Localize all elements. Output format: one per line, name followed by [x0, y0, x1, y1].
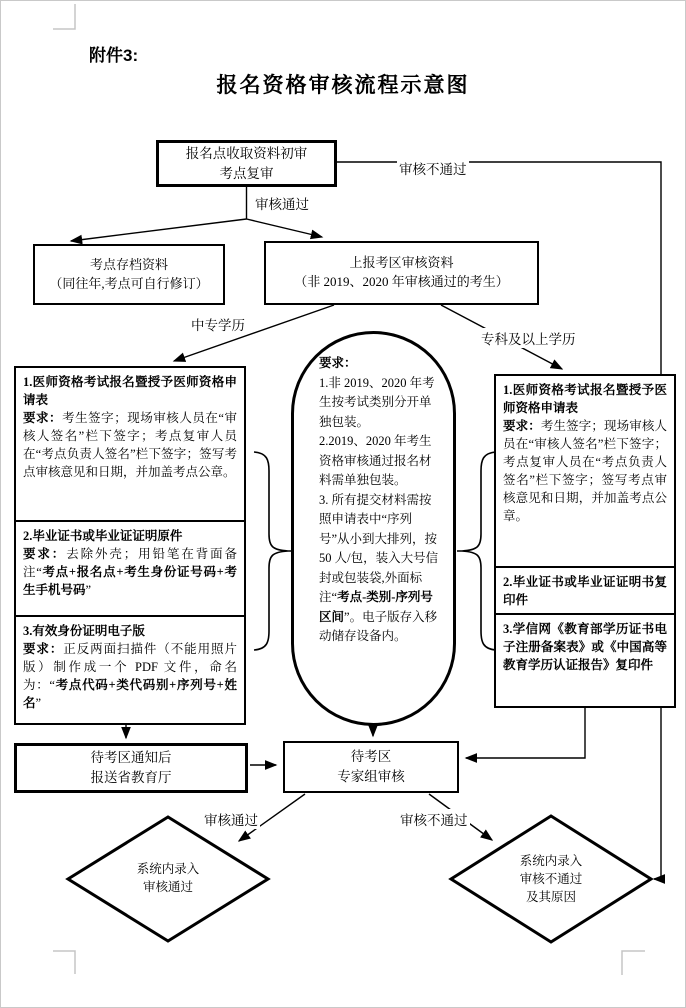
edge-to-report [247, 219, 323, 237]
packing-requirements-note [291, 331, 456, 726]
label-review-pass-bottom: 审核通过 [202, 809, 260, 829]
fail-diamond-line2: 审核不通过 [519, 872, 583, 886]
node-expert-line1: 待考区 [350, 749, 392, 765]
node-initial-review-line2: 考点复审 [219, 165, 274, 181]
page-title: 报名资格审核流程示意图 [216, 73, 470, 97]
requirement-text: 要求： [23, 411, 63, 425]
requirement-text: 要求： [23, 642, 64, 656]
section-body [23, 545, 237, 599]
requirement-text: 要求： [23, 547, 67, 561]
left-requirements-panel [14, 366, 246, 725]
section-heading: 1.医师资格考试报名暨授予医师资格申请表 [23, 375, 237, 407]
label-secondary-education: 中专学历 [189, 314, 247, 334]
node-report-to-district [264, 241, 539, 305]
requirement-text: 考点+报名点+考生身份证号码+考生手机号码 [23, 565, 237, 597]
node-archive-line1: 考点存档资料 [89, 256, 168, 272]
right-brace [457, 452, 496, 650]
pass-diamond-text [98, 860, 238, 896]
pass-diamond-line1: 系统内录入 [136, 862, 200, 876]
section-body [23, 409, 237, 481]
section-body [23, 640, 237, 712]
fail-diamond-line1: 系统内录入 [519, 854, 583, 868]
node-archive [33, 244, 225, 305]
right-requirements-panel [494, 374, 676, 708]
requirement-text: 考生签字；现场审核人员在“审核人签名”栏下签字；考点复审人员在“考点负责人签名”栏下签字；签写考点审核意见和日期，并加盖考点公章。 [23, 411, 237, 479]
left-panel-section-2 [16, 520, 244, 615]
requirement-text: 正反两面扫描件（不能用照片版）制作成一个 PDF 文件，命名为：“ [23, 642, 237, 692]
node-initial-review-line1: 报名点收取资料初审 [185, 145, 308, 161]
note-text: ”。电子版存入移动储存设备内。 [319, 609, 438, 643]
edge-to-archive [71, 219, 247, 241]
section-heading: 3.有效身份证明电子版 [23, 624, 145, 638]
right-panel-section-1 [496, 376, 674, 566]
pass-diamond-line2: 审核通过 [142, 880, 193, 894]
edge-rightpanel-to-expert [466, 705, 585, 758]
note-item-1: 1.非 2019、2020 年考生按考试类别分开单独包装。 [319, 375, 435, 429]
node-notify-education-dept [14, 743, 248, 793]
node-expert-review [283, 741, 459, 793]
section-body [503, 417, 667, 525]
left-brace [254, 452, 293, 650]
label-review-pass: 审核通过 [253, 193, 311, 213]
left-panel-section-3 [16, 615, 244, 723]
node-expert-line2: 专家组审核 [337, 769, 405, 784]
right-panel-section-2 [496, 566, 674, 613]
note-heading: 要求： [319, 356, 357, 370]
node-notify-line2: 报送省教育厅 [90, 770, 172, 785]
node-initial-review [156, 140, 337, 187]
section-heading: 3.学信网《教育部学历证书电子注册备案表》或《中国高等教育学历认证报告》复印件 [503, 622, 667, 672]
fail-diamond-line3: 及其原因 [525, 890, 576, 904]
section-heading: 2.毕业证书或毕业证证明书复印件 [503, 575, 667, 607]
fail-diamond-text [481, 852, 621, 906]
requirement-text: 去除外壳；用铅笔在背面备注“ [23, 547, 237, 579]
requirement-text: ” [85, 583, 92, 597]
left-panel-section-1 [16, 368, 244, 520]
section-heading: 2.毕业证书或毕业证证明原件 [23, 529, 183, 543]
node-notify-line1: 待考区通知后 [90, 750, 172, 766]
note-text: 考点-类别-序列号区间 [319, 590, 433, 624]
requirement-text: 考点代码+类代码别+序列号+姓名 [23, 678, 237, 710]
note-text: 3. 所有提交材料需按照申请表中“序列号”从小到大排列，按 50 人/包，装入大号信封或包装袋,外面标注“ [319, 492, 439, 604]
node-report-line2: （非 2019、2020 年审核通过的考生） [294, 274, 509, 289]
label-college-education: 专科及以上学历 [479, 328, 578, 348]
label-review-fail-top: 审核不通过 [397, 158, 469, 178]
node-archive-line2: （同往年,考点可自行修订） [49, 275, 209, 291]
note-item-3 [319, 491, 441, 647]
requirement-text: 要求： [503, 419, 541, 433]
requirement-text: ” [35, 696, 42, 710]
right-panel-section-3 [496, 613, 674, 706]
requirement-text: 考生签字；现场审核人员在“审核人签名”栏下签字；考点复审人员在“考点负责人签名”栏下签字；签写考点审核意见和日期，并加盖考点公章。 [503, 419, 667, 523]
node-report-line1: 上报考区审核资料 [349, 255, 454, 271]
note-item-2: 2.2019、2020 年考生资格审核通过报名材料需单独包装。 [319, 434, 432, 487]
attachment-label: 附件3: [89, 46, 139, 65]
section-heading: 1.医师资格考试报名暨授予医师资格申请表 [503, 383, 667, 415]
label-review-fail-bottom: 审核不通过 [398, 809, 470, 829]
